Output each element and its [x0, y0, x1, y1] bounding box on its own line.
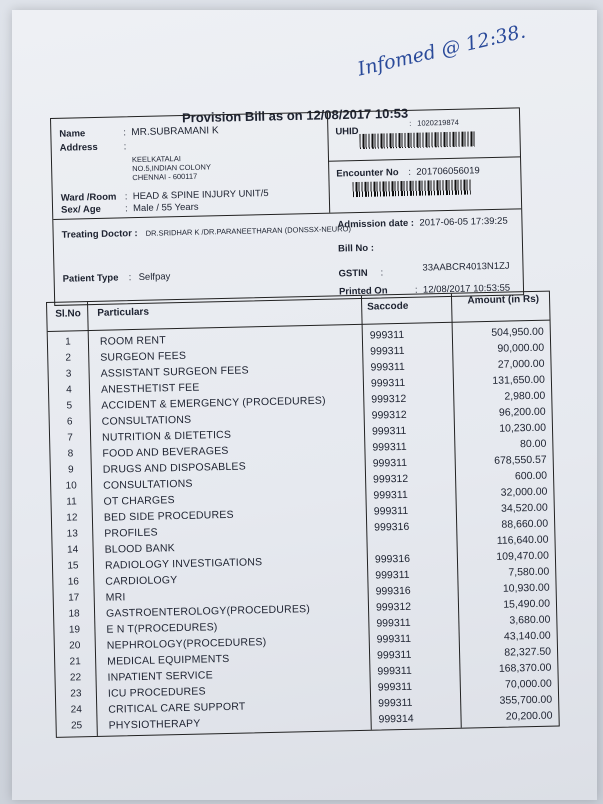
colon: : [128, 272, 132, 284]
row-number: 8 [67, 448, 74, 460]
particular: ANESTHETIST FEE [100, 381, 200, 396]
saccode: 999311 [376, 616, 411, 630]
particular: CONSULTATIONS [103, 477, 193, 492]
saccode: 999311 [376, 648, 412, 662]
particular: BLOOD BANK [104, 542, 176, 556]
row-number: 2 [65, 352, 72, 364]
colon: : [414, 284, 418, 296]
amount: 70,000.00 [504, 677, 552, 691]
patient-header-box [50, 107, 524, 306]
saccode: 999311 [370, 344, 405, 358]
row-number: 19 [68, 624, 81, 636]
particular: CARDIOLOGY [105, 574, 178, 588]
row-number: 24 [70, 704, 82, 716]
amount: 3,680.00 [509, 613, 551, 627]
row-number: 4 [66, 384, 72, 396]
amount: 168,370.00 [498, 661, 552, 675]
row-number: 6 [66, 416, 73, 428]
amount: 131,650.00 [492, 373, 546, 387]
address-label: Address [59, 141, 98, 154]
saccode: 999316 [375, 584, 411, 598]
particular: NUTRITION & DIETETICS [101, 428, 232, 444]
amount: 109,470.00 [496, 549, 550, 563]
encounter-barcode-icon [353, 179, 471, 197]
amount: 27,000.00 [497, 357, 545, 371]
colon: : [380, 267, 384, 279]
colon: : [124, 203, 128, 215]
amount: 90,000.00 [497, 341, 545, 355]
particular: PHYSIOTHERAPY [108, 717, 201, 732]
amount: 96,200.00 [498, 405, 546, 419]
ward-label: Ward /Room [60, 191, 117, 204]
row-number: 5 [66, 400, 73, 412]
col-header-amount: Amount (in Rs) [467, 293, 540, 307]
printed-on-label: Printed On [338, 285, 388, 298]
amount: 32,000.00 [500, 485, 548, 499]
amount: 82,327.50 [504, 645, 552, 659]
address-line: CHENNAI - 600117 [132, 171, 198, 183]
particular: FOOD AND BEVERAGES [102, 444, 229, 460]
colon: : [409, 118, 412, 128]
saccode: 999311 [372, 440, 407, 454]
saccode: 999316 [374, 520, 410, 534]
row-number: 7 [67, 432, 73, 444]
amount: 10,230.00 [499, 421, 547, 435]
row-number: 22 [69, 672, 82, 684]
saccode: 999311 [378, 696, 413, 710]
admission-label: Admission date : [337, 217, 415, 231]
col-header-saccode: Saccode [367, 300, 409, 313]
saccode: 999314 [378, 712, 414, 726]
header-divider [328, 156, 520, 161]
amount: 10,930.00 [502, 581, 550, 595]
amount: 88,660.00 [501, 517, 549, 531]
colon: : [123, 141, 127, 153]
sexage-value: Male / 55 Years [132, 201, 199, 215]
doctor-value: DR.SRIDHAR K /DR.PARANEETHARAN (DONSSX-NEURO) [145, 224, 352, 238]
row-number: 14 [66, 544, 79, 556]
particular: E N T(PROCEDURES) [106, 621, 218, 636]
saccode: 999311 [375, 568, 410, 582]
saccode: 999312 [371, 392, 407, 406]
particular: ICU PROCEDURES [107, 685, 206, 700]
row-number: 17 [68, 592, 80, 604]
printed-on-value: 12/08/2017 10:53:55 [422, 282, 511, 296]
encounter-label: Encounter No [336, 167, 399, 180]
gstin-label: GSTIN [338, 267, 368, 280]
particular: SURGEON FEES [100, 349, 187, 364]
address-line: NO.5,INDIAN COLONY [132, 162, 212, 174]
header-divider [327, 113, 330, 213]
particular: ASSISTANT SURGEON FEES [100, 364, 249, 380]
row-number: 20 [69, 640, 81, 652]
bill-no-label: Bill No : [337, 242, 375, 255]
row-number: 12 [66, 512, 78, 524]
row-number: 10 [65, 480, 77, 492]
saccode: 999312 [372, 472, 409, 486]
row-number: 1 [65, 336, 71, 348]
particular: ACCIDENT & EMERGENCY (PROCEDURES) [101, 394, 326, 412]
saccode: 999311 [370, 376, 406, 390]
row-number: 16 [67, 576, 80, 588]
col-header-slno: Sl.No [55, 308, 81, 320]
amount: 43,140.00 [503, 629, 551, 643]
particular: RADIOLOGY INVESTIGATIONS [104, 556, 263, 572]
col-header-particulars: Particulars [97, 306, 150, 319]
row-number: 9 [67, 464, 74, 476]
name-label: Name [59, 128, 86, 140]
row-number: 13 [66, 528, 78, 540]
row-number: 21 [69, 656, 81, 668]
saccode: 999311 [377, 680, 413, 694]
row-number: 18 [68, 608, 80, 620]
amount: 600.00 [514, 469, 548, 483]
row-number: 23 [70, 688, 82, 700]
amount: 34,520.00 [500, 501, 548, 515]
row-number: 3 [65, 368, 72, 380]
charges-table [46, 291, 560, 738]
saccode: 999311 [370, 360, 405, 374]
patient-name: MR.SUBRAMANI K [131, 125, 219, 139]
doctor-label: Treating Doctor : [61, 228, 138, 241]
particular: OT CHARGES [103, 494, 175, 508]
uhid-barcode-icon [359, 131, 475, 149]
amount: 15,490.00 [503, 597, 551, 611]
particular: CONSULTATIONS [101, 413, 192, 428]
particular: CRITICAL CARE SUPPORT [108, 700, 246, 716]
uhid-label: UHID [335, 126, 359, 138]
admission-value: 2017-06-05 17:39:25 [419, 215, 508, 229]
particular: MEDICAL EQUIPMENTS [107, 652, 230, 668]
saccode: 999311 [372, 456, 408, 470]
saccode: 999311 [373, 504, 409, 518]
saccode: 999311 [371, 424, 407, 438]
ward-value: HEAD & SPINE INJURY UNIT/5 [132, 188, 269, 203]
particular: GASTROENTEROLOGY(PROCEDURES) [105, 603, 311, 620]
amount: 678,550.57 [494, 453, 547, 467]
amount: 80.00 [519, 437, 547, 451]
amount: 20,200.00 [505, 709, 553, 723]
saccode: 999311 [376, 632, 412, 646]
amount: 355,700.00 [499, 693, 553, 707]
patient-type-value: Selfpay [138, 271, 171, 284]
sexage-label: Sex/ Age [60, 203, 101, 216]
address-line: KEELKATALAI [131, 154, 181, 165]
particular: INPATIENT SERVICE [107, 669, 213, 684]
amount: 504,950.00 [491, 325, 544, 339]
particular: MRI [105, 591, 126, 604]
saccode: 999312 [371, 408, 407, 422]
saccode: 999311 [377, 664, 412, 678]
saccode: 999311 [373, 488, 408, 502]
particular: BED SIDE PROCEDURES [103, 508, 234, 524]
saccode: 999311 [369, 328, 405, 342]
uhid-value: 1020219874 [417, 117, 460, 128]
particular: PROFILES [104, 526, 158, 540]
row-number: 11 [66, 496, 77, 508]
particular: DRUGS AND DISPOSABLES [102, 460, 246, 476]
patient-type-label: Patient Type [62, 272, 119, 285]
saccode: 999312 [375, 600, 412, 614]
row-number: 25 [70, 720, 83, 732]
colon: : [123, 127, 127, 139]
page-title: Provision Bill as on 12/08/2017 10:53 [181, 105, 409, 126]
encounter-value: 201706056019 [416, 165, 480, 178]
gstin-value: 33AABCR4013N1ZJ [422, 260, 510, 274]
handwritten-note: Infomed @ 12:38. [355, 20, 528, 81]
amount: 116,640.00 [496, 533, 549, 547]
amount: 7,580.00 [508, 565, 550, 579]
saccode: 999316 [374, 552, 411, 566]
row-number: 15 [67, 560, 79, 572]
colon: : [124, 191, 128, 203]
particular: ROOM RENT [99, 334, 167, 348]
amount: 2,980.00 [504, 389, 546, 403]
particular: NEPHROLOGY(PROCEDURES) [106, 636, 267, 652]
colon: : [408, 166, 412, 178]
